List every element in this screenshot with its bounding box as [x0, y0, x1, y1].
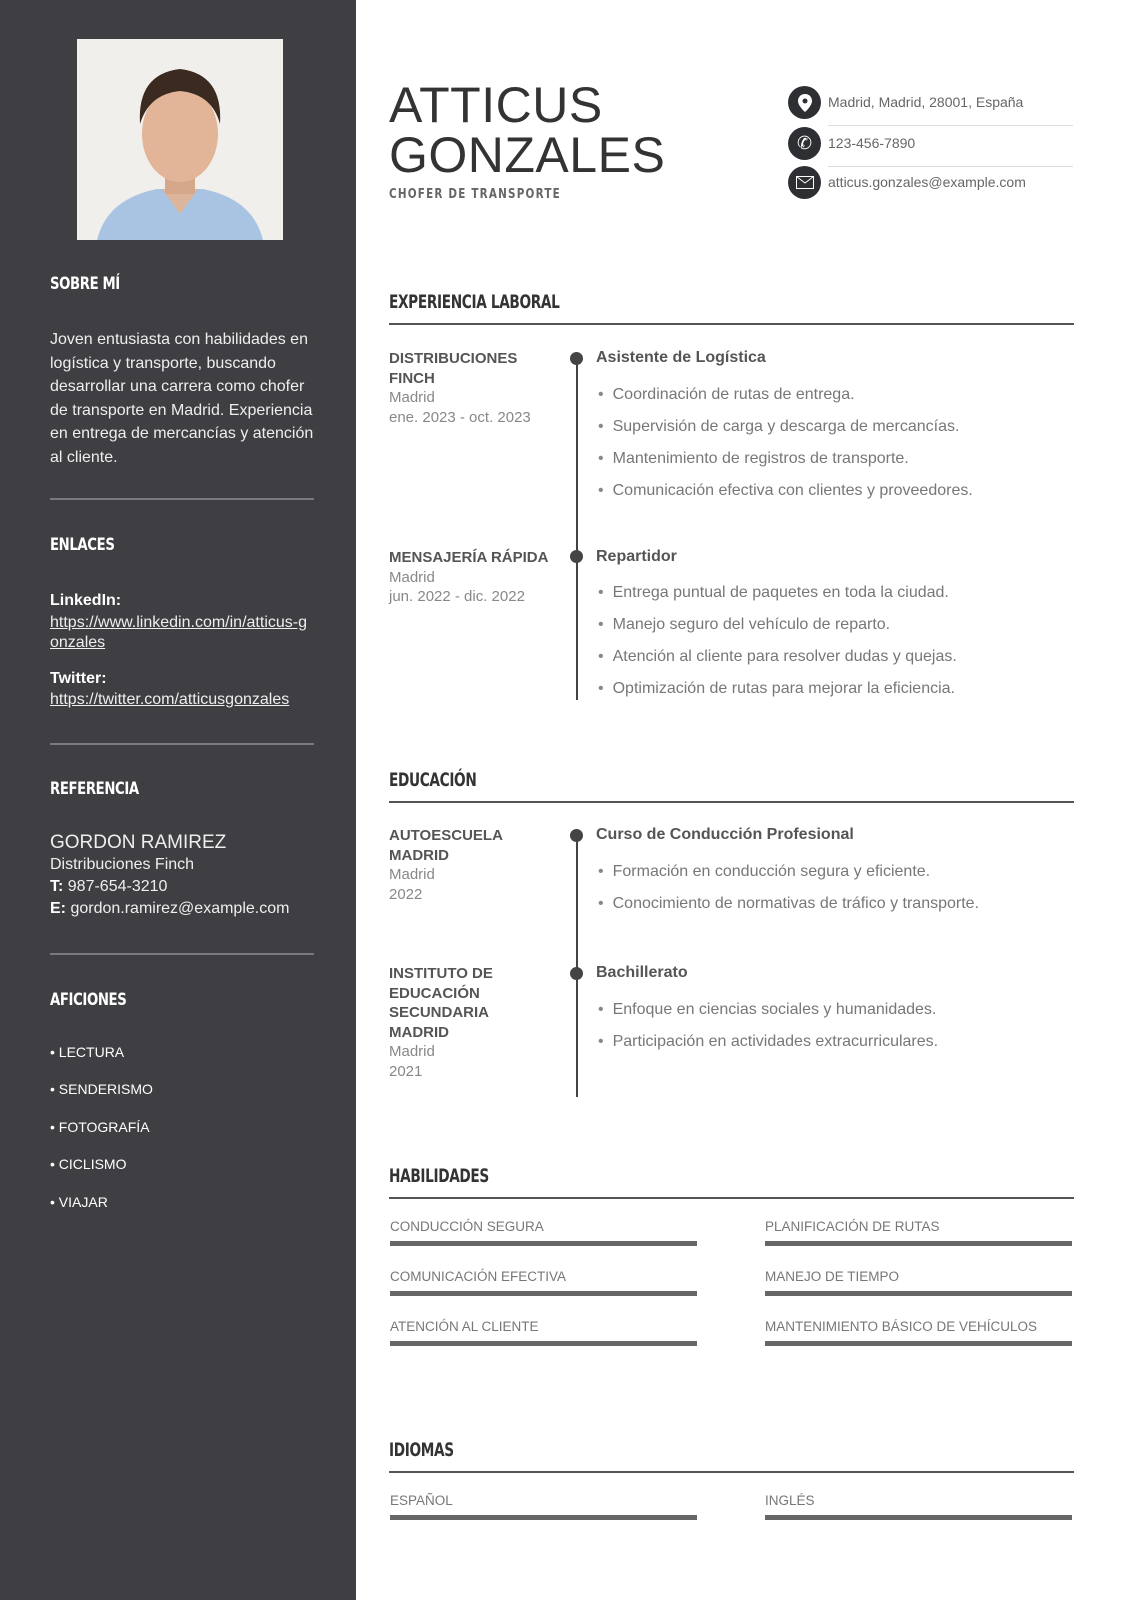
contact-email	[788, 166, 1073, 204]
section-divider	[389, 323, 1074, 325]
contact-phone	[788, 127, 1073, 165]
phone-icon: ✆	[788, 127, 821, 160]
skill-name: ATENCIÓN AL CLIENTE	[390, 1319, 539, 1334]
skill-name: CONDUCCIÓN SEGURA	[390, 1219, 544, 1234]
about-heading: SOBRE MÍ	[50, 274, 120, 294]
bullet-item: • Formación en conducción segura y eficiente.	[598, 863, 930, 881]
level-bar	[390, 1291, 697, 1296]
level-fill	[390, 1515, 697, 1520]
city: Madrid	[389, 866, 435, 883]
level-bar	[765, 1515, 1072, 1520]
dates: 2022	[389, 885, 423, 903]
linkedin-link[interactable]: https://www.linkedin.com/in/atticus-gonzales	[50, 613, 307, 651]
city: Madrid	[389, 389, 435, 406]
hobby-item: • LECTURA	[50, 1044, 125, 1060]
twitter-link[interactable]: https://twitter.com/atticusgonzales	[50, 691, 290, 708]
name-line-1: ATTICUS	[389, 77, 603, 133]
position-title: Curso de Conducción Profesional	[596, 826, 854, 843]
phone-label: T:	[50, 878, 64, 895]
bullet-item: • Participación en actividades extracurriculares.	[598, 1033, 938, 1051]
hobbies-heading: AFICIONES	[50, 990, 127, 1010]
skill-item	[390, 1269, 697, 1296]
skill-item	[765, 1219, 1072, 1246]
level-fill	[765, 1515, 1072, 1520]
bullet-item: • Manejo seguro del vehículo de reparto.	[598, 616, 890, 634]
level-bar	[765, 1341, 1072, 1346]
hobby-item: • VIAJAR	[50, 1194, 108, 1210]
profile-photo	[77, 39, 283, 240]
contact-text: 123-456-7890	[828, 135, 916, 151]
skill-item	[390, 1219, 697, 1246]
contact-text: Madrid, Madrid, 28001, España	[828, 94, 1024, 110]
job-title: CHOFER DE TRANSPORTE	[389, 187, 561, 202]
candidate-name	[389, 77, 666, 183]
skill-name: PLANIFICACIÓN DE RUTAS	[765, 1219, 940, 1234]
education-heading: EDUCACIÓN	[389, 769, 477, 791]
skill-name: COMUNICACIÓN EFECTIVA	[390, 1269, 567, 1284]
skill-item	[390, 1319, 697, 1346]
section-divider	[389, 801, 1074, 803]
position-title: Asistente de Logística	[596, 349, 766, 366]
bullet-item: • Enfoque en ciencias sociales y humanidades.	[598, 1001, 936, 1019]
timeline-line	[576, 358, 578, 700]
reference-name: GORDON RAMIREZ	[50, 832, 227, 853]
section-divider	[389, 1197, 1074, 1199]
level-fill	[765, 1291, 1072, 1296]
links-heading: ENLACES	[50, 535, 115, 555]
level-fill	[765, 1241, 1072, 1246]
level-bar	[390, 1515, 697, 1520]
level-bar	[390, 1341, 697, 1346]
contact-text: atticus.gonzales@example.com	[828, 174, 1026, 190]
timeline-line	[576, 835, 578, 1097]
dates: ene. 2023 - oct. 2023	[389, 408, 531, 426]
organization: INSTITUTO DE EDUCACIÓN SECUNDARIA MADRID	[389, 965, 493, 1041]
envelope-icon	[788, 166, 821, 199]
hobby-item: • CICLISMO	[50, 1156, 127, 1172]
skill-name: MANTENIMIENTO BÁSICO DE VEHÍCULOS	[765, 1319, 1038, 1334]
divider	[50, 498, 314, 500]
level-fill	[765, 1341, 1072, 1346]
city: Madrid	[389, 568, 435, 586]
reference-email: gordon.ramirez@example.com	[70, 900, 290, 917]
sidebar	[0, 0, 356, 1600]
divider	[50, 953, 314, 955]
skills-heading: HABILIDADES	[389, 1165, 489, 1187]
bullet-item: • Optimización de rutas para mejorar la eficiencia.	[598, 680, 955, 698]
section-divider	[389, 1471, 1074, 1473]
experience-heading: EXPERIENCIA LABORAL	[389, 291, 560, 313]
education-meta	[389, 826, 539, 904]
language-item	[390, 1493, 697, 1520]
divider	[828, 125, 1073, 126]
level-bar	[390, 1241, 697, 1246]
education-meta	[389, 964, 519, 1081]
experience-meta	[389, 548, 549, 607]
city: Madrid	[389, 1043, 435, 1060]
timeline-dot	[570, 550, 583, 563]
twitter-label: Twitter:	[50, 669, 107, 687]
timeline-dot	[570, 829, 583, 842]
language-name: INGLÉS	[765, 1493, 815, 1508]
level-fill	[390, 1241, 697, 1246]
level-bar	[765, 1291, 1072, 1296]
organization: MENSAJERÍA RÁPIDA	[389, 549, 549, 566]
dates: 2021	[389, 1062, 423, 1080]
organization: DISTRIBUCIONES FINCH	[389, 350, 518, 387]
name-line-2: GONZALES	[389, 127, 666, 183]
reference-block	[50, 832, 315, 920]
level-bar	[765, 1241, 1072, 1246]
bullet-item: • Coordinación de rutas de entrega.	[598, 386, 855, 404]
level-fill	[390, 1341, 697, 1346]
skill-item	[765, 1319, 1072, 1346]
language-name: ESPAÑOL	[390, 1493, 453, 1508]
reference-company: Distribuciones Finch	[50, 856, 195, 873]
bullet-item: • Comunicación efectiva con clientes y proveedores.	[598, 482, 973, 500]
bullet-item: • Entrega puntual de paquetes en toda la ciudad.	[598, 584, 949, 602]
contact-address	[788, 86, 1073, 124]
hobby-item: • FOTOGRAFÍA	[50, 1119, 150, 1135]
bullet-item: • Mantenimiento de registros de transporte.	[598, 450, 909, 468]
language-item	[765, 1493, 1072, 1520]
skill-item	[765, 1269, 1072, 1296]
level-fill	[390, 1291, 697, 1296]
languages-heading: IDIOMAS	[389, 1439, 454, 1461]
timeline-dot	[570, 352, 583, 365]
dates: jun. 2022 - dic. 2022	[389, 588, 525, 605]
bullet-item: • Atención al cliente para resolver dudas y quejas.	[598, 648, 957, 666]
experience-meta	[389, 349, 549, 427]
about-text: Joven entusiasta con habilidades en logística y transporte, buscando desarrollar una carrera como chofer de transporte en Madrid. Experiencia en entrega de mercancías y atención al cliente.	[50, 331, 314, 466]
linkedin-label: LinkedIn:	[50, 592, 122, 609]
organization: AUTOESCUELA MADRID	[389, 827, 503, 864]
reference-heading: REFERENCIA	[50, 779, 139, 799]
bullet-item: • Supervisión de carga y descarga de mercancías.	[598, 418, 959, 436]
location-pin-icon	[788, 86, 821, 119]
bullet-item: • Conocimiento de normativas de tráfico y transporte.	[598, 895, 979, 913]
position-title: Repartidor	[596, 548, 677, 565]
reference-phone: 987-654-3210	[67, 878, 168, 895]
skill-name: MANEJO DE TIEMPO	[765, 1269, 900, 1284]
divider	[50, 743, 314, 745]
links-block	[50, 589, 315, 710]
timeline-dot	[570, 967, 583, 980]
hobby-item: • SENDERISMO	[50, 1081, 153, 1097]
email-label: E:	[50, 900, 66, 917]
position-title: Bachillerato	[596, 964, 688, 981]
